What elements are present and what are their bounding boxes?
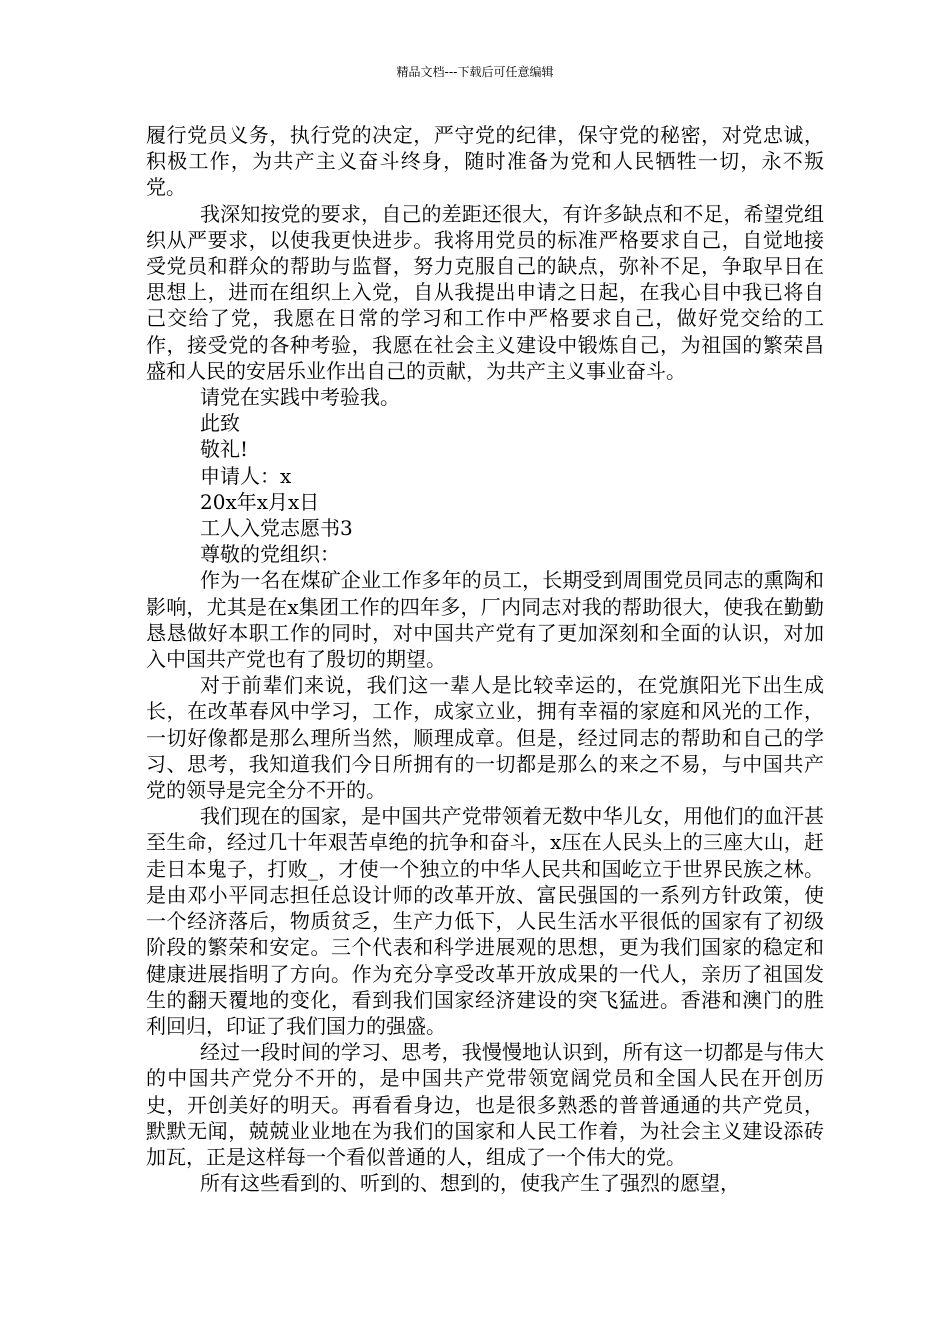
paragraph-10: 作为一名在煤矿企业工作多年的员工，长期受到周围党员同志的熏陶和影响，尤其是在x集团工作的四年多，厂内同志对我的帮助很大，使我在勤勤恳恳做好本职工作的同时，对中国共产党有了更加深刻和全面的认识，对加入中国共产党也有了殷切的期望。 <box>146 568 824 672</box>
paragraph-2: 我深知按党的要求，自己的差距还很大，有许多缺点和不足，希望党组织从严要求，以使我更快进步。我将用党员的标准严格要求自己，自觉地接受党员和群众的帮助与监督，努力克服自己的缺点，弥补不足，争取早日在思想上，进而在组织上入党，自从我提出申请之日起，在我心目中我已将自己交给了党，我愿在日常的学习和工作中严格要求自己，做好党交给的工作，接受党的各种考验，我愿在社会主义建设中锻炼自己，为祖国的繁荣昌盛和人民的安居乐业作出自己的贡献，为共产主义事业奋斗。 <box>146 201 824 383</box>
closing-regards: 敬礼! <box>200 437 249 462</box>
document-body <box>146 122 824 1196</box>
paragraph-13: 经过一段时间的学习、思考，我慢慢地认识到，所有这一切都是与伟大的中国共产党分不开的，是中国共产党带领宽阔党员和全国人民在开创历史，开创美好的明天。再看看身边，也是很多熟悉的普普通通的共产党员，默默无闻，兢兢业业地在为我们的国家和人民工作着，为社会主义建设添砖加瓦，正是这样每一个看似普通的人，组成了一个伟大的党。 <box>146 1040 824 1169</box>
paragraph-11: 对于前辈们来说，我们这一辈人是比较幸运的，在党旗阳光下出生成长，在改革春风中学习，工作，成家立业，拥有幸福的家庭和风光的工作，一切好像都是那么理所当然，顺理成章。但是，经过同志的帮助和自己的学习、思考，我知道我们今日所拥有的一切都是那么的来之不易，与中国共产党的领导是完全分不开的。 <box>146 673 824 803</box>
paragraph-12: 我们现在的国家，是中国共产党带领着无数中华儿女，用他们的血汗甚至生命，经过几十年艰苦卓绝的抗争和奋斗，x压在人民头上的三座大山，赶走日本鬼子，打败_，才使一个独立的中华人民共和国屹立于世界民族之林。是由邓小平同志担任总设计师的改革开放、富民强国的一系列方针政策，使一个经济落后，物质贫乏，生产力低下，人民生活水平很低的国家有了初级阶段的繁荣和安定。三个代表和科学进展观的思想，更为我们国家的稳定和健康进展指明了方向。作为充分享受改革开放成果的一代人，亲历了祖国发生的翻天覆地的变化，看到我们国家经济建设的突飞猛进。香港和澳门的胜利回归，印证了我们国力的强盛。 <box>146 804 824 1038</box>
date-line: 20x年x月x日 <box>200 489 320 514</box>
section-title: 工人入党志愿书3 <box>200 516 353 541</box>
page-header: 精品文档---下载后可任意编辑 <box>396 65 554 79</box>
paragraph-1: 履行党员义务，执行党的决定，严守党的纪律，保守党的秘密，对党忠诚，积极工作，为共产主义奋斗终身，随时准备为党和人民牺牲一切，永不叛党。 <box>146 123 824 200</box>
paragraph-14: 所有这些看到的、听到的、想到的，使我产生了强烈的愿望， <box>200 1171 740 1196</box>
letter-greeting: 尊敬的党组织： <box>200 542 340 567</box>
closing-salutation: 此致 <box>200 411 240 436</box>
applicant-line: 申请人：x <box>200 463 292 488</box>
paragraph-3: 请党在实践中考验我。 <box>200 385 400 410</box>
